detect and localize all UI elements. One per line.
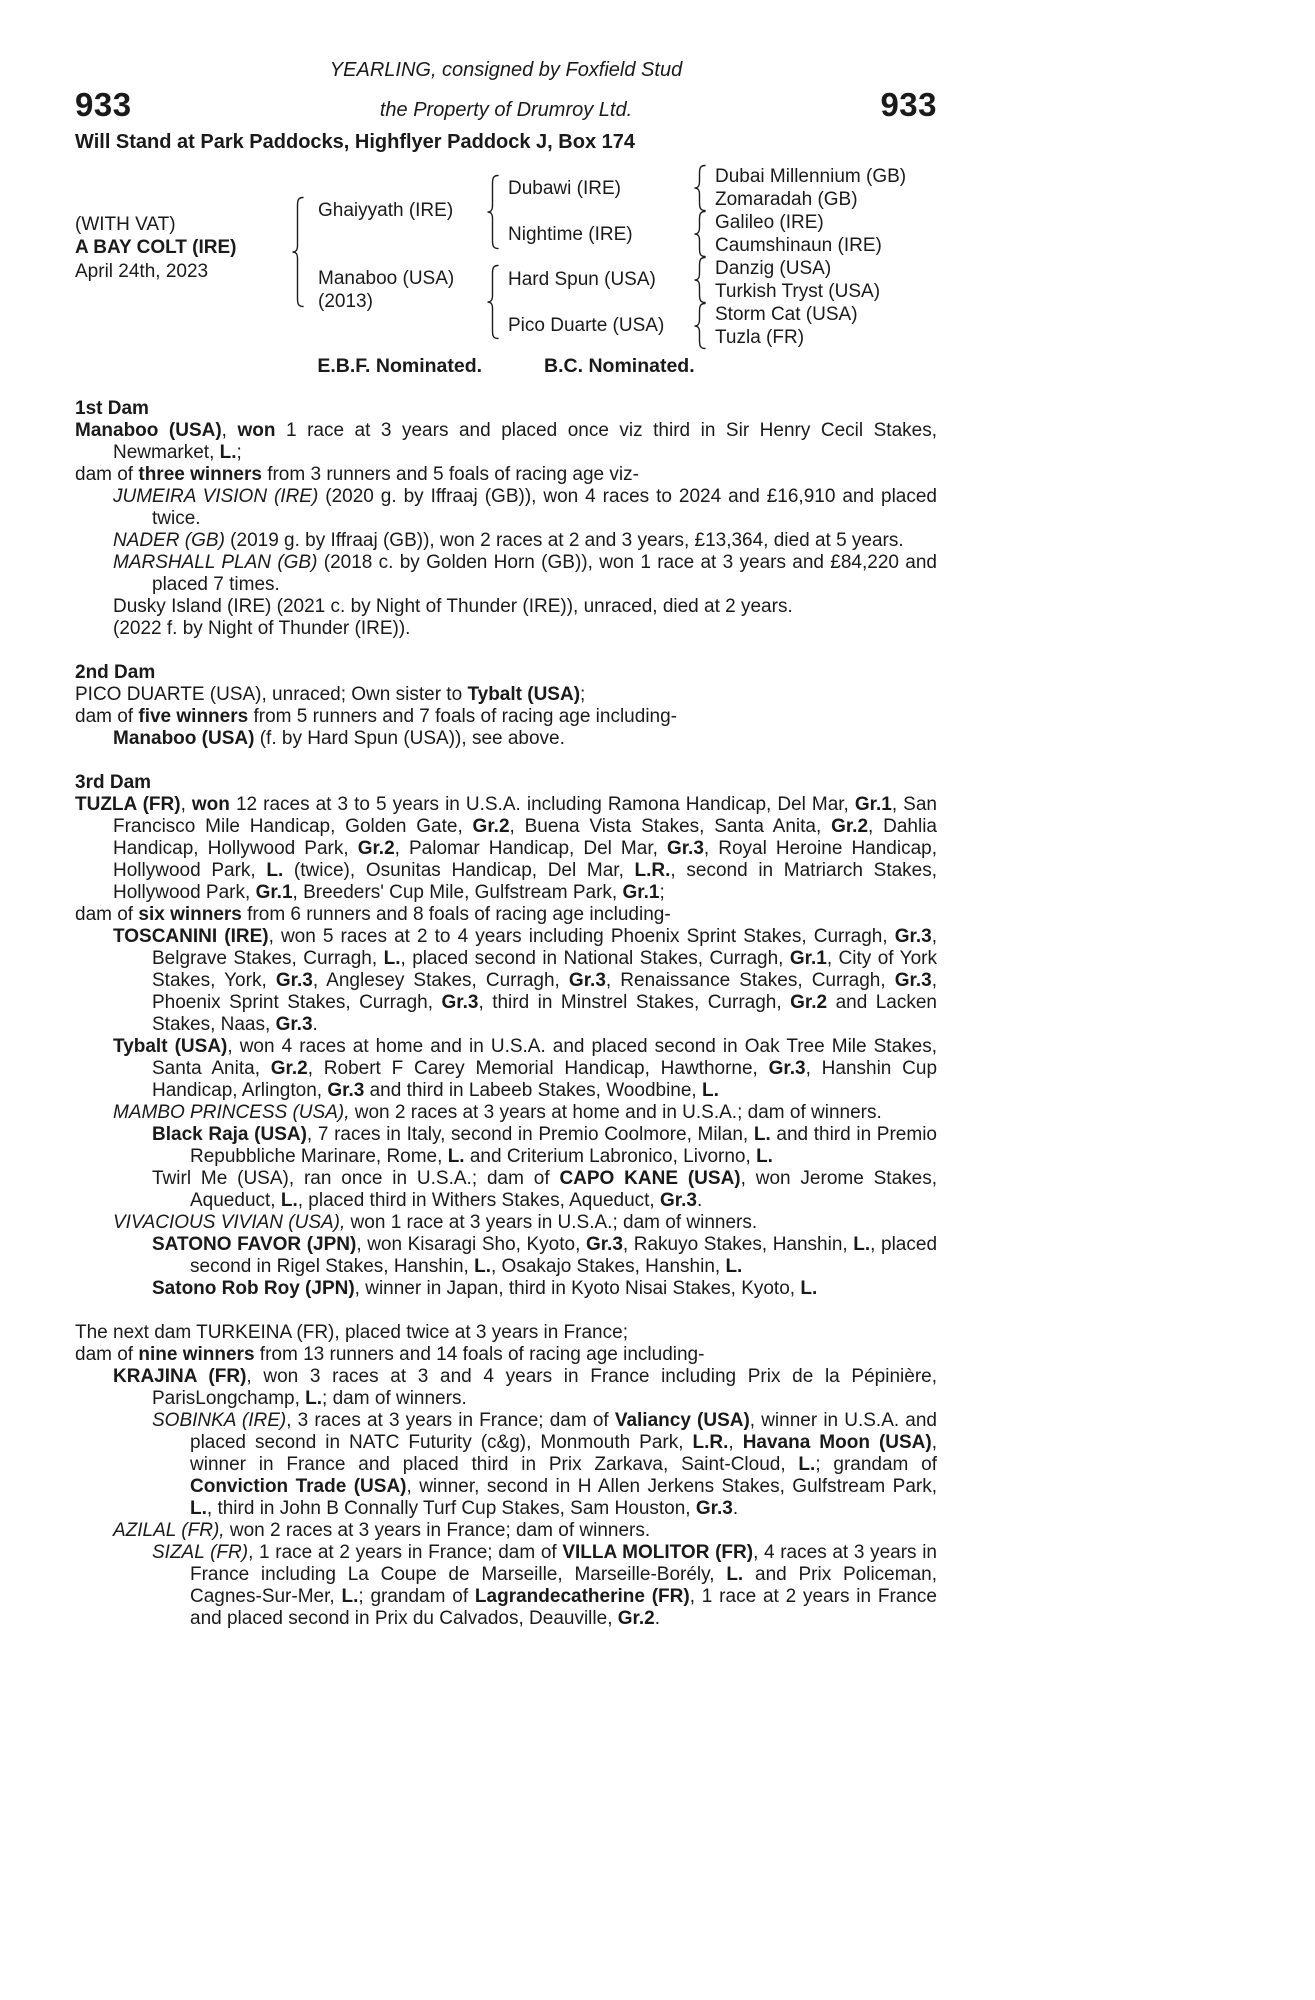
sire-name: Ghaiyyath (IRE) <box>318 200 454 221</box>
foal-date: April 24th, 2023 <box>75 261 209 282</box>
pedigree-paragraph: Twirl Me (USA), ran once in U.S.A.; dam of CAPO KANE (USA), won Jerome Stakes, Aqueduct, L., placed third in Withers Stakes, Aqueduct, Gr.3. <box>152 1168 937 1211</box>
dam-sire-dam-name: Turkish Tryst (USA) <box>715 281 881 302</box>
pedigree-paragraph: dam of six winners from 6 runners and 8 foals of racing age including- <box>75 904 671 925</box>
pedigree-paragraph: dam of three winners from 3 runners and 5 foals of racing age viz- <box>75 464 639 485</box>
sire-dam-sire-name: Galileo (IRE) <box>715 212 824 233</box>
pedigree-paragraph: dam of five winners from 5 runners and 7 foals of racing age including- <box>75 706 678 727</box>
pedigree-paragraph: JUMEIRA VISION (IRE) (2020 g. by Iffraaj (GB)), won 4 races to 2024 and £16,910 and placed twice. <box>113 486 937 529</box>
pedigree-paragraph: PICO DUARTE (USA), unraced; Own sister to Tybalt (USA); <box>75 684 586 705</box>
pedigree-brace-dam-sire-parents <box>693 256 707 304</box>
pedigree-paragraph: SIZAL (FR), 1 race at 2 years in France; dam of VILLA MOLITOR (FR), 4 races at 3 years in France including La Coupe de Marseille, Marseille-Borély, L. and Prix Policeman, Cagnes-Sur-Mer, L.; grandam of Lagrandecatherine (FR), 1 race at 2 years in France and placed second in Prix du Calvados, Deauville, Gr.2. <box>152 1542 937 1629</box>
pedigree-brace-sire-parents <box>486 174 500 250</box>
dam-dam-name: Pico Duarte (USA) <box>508 315 665 336</box>
pedigree-paragraph: Satono Rob Roy (JPN), winner in Japan, third in Kyoto Nisai Stakes, Kyoto, L. <box>152 1278 818 1299</box>
pedigree-tree <box>75 160 937 352</box>
bc-nominated-label: B.C. Nominated. <box>544 355 695 377</box>
pedigree-paragraph: MAMBO PRINCESS (USA), won 2 races at 3 years at home and in U.S.A.; dam of winners. <box>113 1102 882 1123</box>
second-dam-section <box>75 662 937 750</box>
pedigree-paragraph: Manaboo (USA) (f. by Hard Spun (USA)), see above. <box>113 728 565 749</box>
stand-location-line: Will Stand at Park Paddocks, Highflyer Paddock J, Box 174 <box>75 131 635 153</box>
pedigree-paragraph: MARSHALL PLAN (GB) (2018 c. by Golden Horn (GB)), won 1 race at 3 years and £84,220 and placed 7 times. <box>113 552 937 595</box>
pedigree-brace-sire-dam-parents <box>693 210 707 258</box>
further-family-section <box>75 1322 937 1630</box>
section-heading: 3rd Dam <box>75 772 152 793</box>
pedigree-brace-sire-sire-parents <box>693 164 707 212</box>
pedigree-paragraph: VIVACIOUS VIVIAN (USA), won 1 race at 3 years in U.S.A.; dam of winners. <box>113 1212 758 1233</box>
nominations-line <box>75 354 937 378</box>
pedigree-paragraph: dam of nine winners from 13 runners and 14 foals of racing age including- <box>75 1344 705 1365</box>
lot-number-right: 933 <box>880 86 937 123</box>
pedigree-paragraph: Dusky Island (IRE) (2021 c. by Night of Thunder (IRE)), unraced, died at 2 years. <box>113 596 793 617</box>
consignor-line: YEARLING, consigned by Foxfield Stud <box>329 59 683 81</box>
pedigree-paragraph: Tybalt (USA), won 4 races at home and in U.S.A. and placed second in Oak Tree Mile Stakes, Santa Anita, Gr.2, Robert F Carey Memorial Handicap, Hawthorne, Gr.3, Hanshin Cup Handicap, Arlington, Gr.3 and third in Labeeb Stakes, Woodbine, L. <box>113 1036 938 1101</box>
pedigree-paragraph: NADER (GB) (2019 g. by Iffraaj (GB)), won 2 races at 2 and 3 years, £13,364, died at 5 years. <box>113 530 904 551</box>
dam-dam-dam-name: Tuzla (FR) <box>715 327 805 348</box>
sire-sire-dam-name: Zomaradah (GB) <box>715 189 858 210</box>
pedigree-brace-dam-parents <box>486 264 500 340</box>
first-dam-section <box>75 398 937 640</box>
pedigree-paragraph: AZILAL (FR), won 2 races at 3 years in France; dam of winners. <box>113 1520 651 1541</box>
horse-description: A BAY COLT (IRE) <box>75 237 237 258</box>
ebf-nominated-label: E.B.F. Nominated. <box>317 355 483 377</box>
pedigree-paragraph: Black Raja (USA), 7 races in Italy, second in Premio Coolmore, Milan, L. and third in Premio Repubbliche Marinare, Rome, L. and Criterium Labronico, Livorno, L. <box>152 1124 937 1167</box>
pedigree-brace-dam-dam-parents <box>693 302 707 350</box>
pedigree-paragraph: TUZLA (FR), won 12 races at 3 to 5 years in U.S.A. including Ramona Handicap, Del Mar, Gr.1, San Francisco Mile Handicap, Golden Gate, Gr.2, Buena Vista Stakes, Santa Anita, Gr.2, Dahlia Handicap, Hollywood Park, Gr.2, Palomar Handicap, Del Mar, Gr.3, Royal Heroine Handicap, Hollywood Park, L. (twice), Osunitas Handicap, Del Mar, L.R., second in Matriarch Stakes, Hollywood Park, Gr.1, Breeders' Cup Mile, Gulfstream Park, Gr.1; <box>75 794 938 903</box>
third-dam-section <box>75 772 937 1300</box>
sire-sire-sire-name: Dubai Millennium (GB) <box>715 166 907 187</box>
sire-dam-dam-name: Caumshinaun (IRE) <box>715 235 882 256</box>
dam-dam-sire-name: Storm Cat (USA) <box>715 304 858 325</box>
dam-name: Manaboo (USA) <box>318 268 455 289</box>
vat-note: (WITH VAT) <box>75 214 176 235</box>
pedigree-paragraph: The next dam TURKEINA (FR), placed twice at 3 years in France; <box>75 1322 628 1343</box>
dam-year: (2013) <box>318 291 373 312</box>
lot-number-left: 933 <box>75 86 132 123</box>
pedigree-paragraph: (2022 f. by Night of Thunder (IRE)). <box>113 618 411 639</box>
pedigree-brace-generation1 <box>291 196 305 308</box>
pedigree-text <box>75 398 937 1630</box>
dam-sire-name: Hard Spun (USA) <box>508 269 656 290</box>
property-line: the Property of Drumroy Ltd. <box>379 99 633 121</box>
section-heading: 2nd Dam <box>75 662 156 683</box>
pedigree-paragraph: SATONO FAVOR (JPN), won Kisaragi Sho, Kyoto, Gr.3, Rakuyo Stakes, Hanshin, L., placed second in Rigel Stakes, Hanshin, L., Osakajo Stakes, Hanshin, L. <box>152 1234 938 1277</box>
pedigree-paragraph: Manaboo (USA), won 1 race at 3 years and placed once viz third in Sir Henry Cecil Stakes, Newmarket, L.; <box>75 420 937 463</box>
pedigree-paragraph: KRAJINA (FR), won 3 races at 3 and 4 years in France including Prix de la Pépinière, ParisLongchamp, L.; dam of winners. <box>113 1366 937 1409</box>
pedigree-paragraph: SOBINKA (IRE), 3 races at 3 years in France; dam of Valiancy (USA), winner in U.S.A. and placed second in NATC Futurity (c&g), Monmouth Park, L.R., Havana Moon (USA), winner in France and placed third in Prix Zarkava, Saint-Cloud, L.; grandam of Conviction Trade (USA), winner, second in H Allen Jerkens Stakes, Gulfstream Park, L., third in John B Connally Turf Cup Stakes, Sam Houston, Gr.3. <box>152 1410 938 1519</box>
sire-sire-name: Dubawi (IRE) <box>508 178 621 199</box>
dam-sire-sire-name: Danzig (USA) <box>715 258 832 279</box>
lot-header-row <box>75 86 937 124</box>
page-content <box>75 0 937 1630</box>
sire-dam-name: Nightime (IRE) <box>508 224 633 245</box>
pedigree-paragraph: TOSCANINI (IRE), won 5 races at 2 to 4 years including Phoenix Sprint Stakes, Curragh, Gr.3, Belgrave Stakes, Curragh, L., placed second in National Stakes, Curragh, Gr.1, City of York Stakes, York, Gr.3, Anglesey Stakes, Curragh, Gr.3, Renaissance Stakes, Curragh, Gr.3, Phoenix Sprint Stakes, Curragh, Gr.3, third in Minstrel Stakes, Curragh, Gr.2 and Lacken Stakes, Naas, Gr.3. <box>113 926 938 1035</box>
section-heading: 1st Dam <box>75 398 149 419</box>
